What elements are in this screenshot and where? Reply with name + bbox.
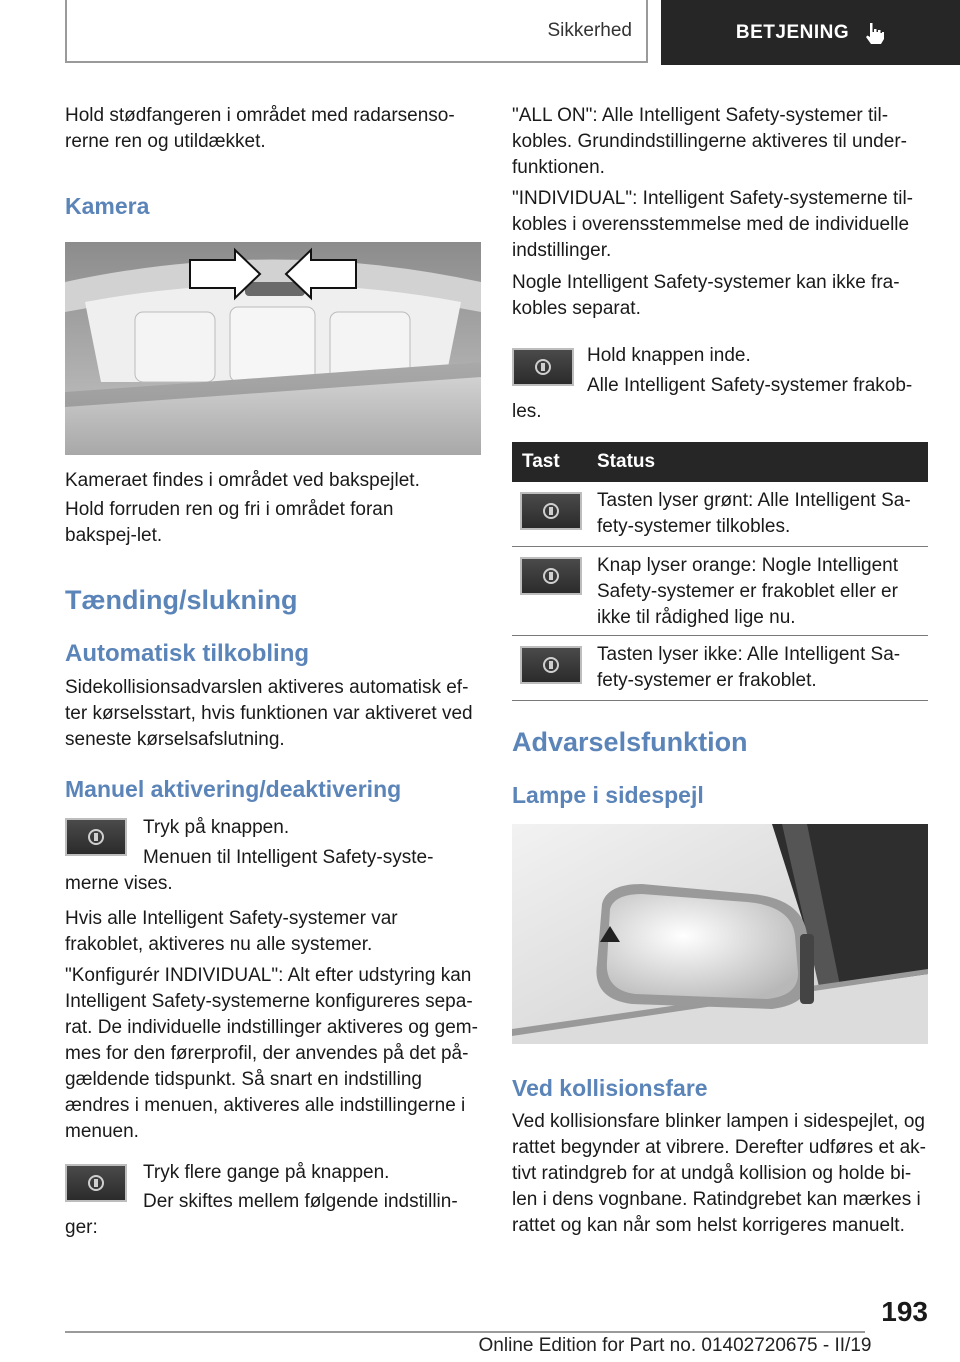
hand-pointer-icon bbox=[863, 21, 885, 45]
page-number: 193 bbox=[881, 1296, 928, 1327]
footer-edition-text: Online Edition for Part no. 01402720675 - II/19 bbox=[478, 1335, 872, 1356]
table-status-cell: Knap lyser orange: Nogle Intelligent Safety-systemer er frakoblet eller er ikke til rådighed lige nu. bbox=[597, 555, 899, 628]
heading-kollision: Ved kollisionsfare bbox=[512, 1075, 708, 1101]
btn2-text-1: Tryk flere gange på knappen. bbox=[143, 1162, 390, 1183]
btn1-text-2: Menuen til Intelligent Safety-syste-merne vises. bbox=[65, 847, 434, 894]
table-status-cell: Tasten lyser ikke: Alle Intelligent Sa-fety-systemer er frakoblet. bbox=[597, 644, 901, 691]
header-section-box bbox=[65, 0, 648, 63]
car-interior-image bbox=[65, 242, 481, 455]
table-status-cell: Tasten lyser grønt: Alle Intelligent Sa-fety-systemer tilkobles. bbox=[597, 490, 911, 537]
individual-paragraph: "INDIVIDUAL": Intelligent Safety-systemerne til-kobles i overensstemmelse med de individuelle indstillinger. bbox=[512, 188, 914, 261]
nogle-paragraph: Nogle Intelligent Safety-systemer kan ikke fra-kobles separat. bbox=[512, 272, 900, 319]
header-section-title: Sikkerhed bbox=[547, 19, 632, 41]
btn3-text-2: Alle Intelligent Safety-systemer frakob-les. bbox=[512, 375, 913, 422]
heading-manuel: Manuel aktivering/deaktivering bbox=[65, 776, 402, 802]
status-table-header bbox=[512, 442, 928, 482]
button-orange-icon bbox=[520, 557, 582, 595]
heading-lampe: Lampe i sidespejl bbox=[512, 782, 704, 808]
heading-taending: Tænding/slukning bbox=[65, 585, 298, 615]
allon-paragraph: "ALL ON": Alle Intelligent Safety-systemer til-kobles. Grundindstillingerne aktiveres til under-funktionen. bbox=[512, 105, 907, 178]
button-green-icon bbox=[520, 492, 582, 530]
heading-kamera: Kamera bbox=[65, 193, 150, 219]
side-mirror-image bbox=[512, 824, 928, 1044]
btn2-text-2: Der skiftes mellem følgende indstillin-ger: bbox=[65, 1191, 458, 1238]
intro-paragraph: Hold stødfangeren i området med radarsenso-rerne ren og utildækket. bbox=[65, 105, 455, 152]
heading-automatisk: Automatisk tilkobling bbox=[65, 640, 310, 667]
btn3-text-1: Hold knappen inde. bbox=[587, 345, 751, 366]
all-off-paragraph: Hvis alle Intelligent Safety-systemer var frakoblet, aktiveres nu alle systemer. bbox=[65, 908, 398, 955]
table-row bbox=[512, 482, 928, 547]
table-col-status: Status bbox=[597, 451, 656, 472]
auto-paragraph: Sidekollisionsadvarslen aktiveres automatisk ef-ter kørselsstart, hvis funktionen var aktiveret ved seneste kørselsafslutning. bbox=[65, 677, 473, 750]
configure-paragraph: "Konfigurér INDIVIDUAL": Alt efter udstyring kan Intelligent Safety-systemerne konfigureres sepa-rat. De individuelle indstillinger aktiveres og gem-mes for den førerprofil, der anvendes på det på-gældende tidspunkt. Så snart en indstilling ændres i menuen, aktiveres alle indstillingerne i menuen. bbox=[65, 965, 478, 1142]
btn1-text-1: Tryk på knappen. bbox=[143, 817, 290, 838]
footer-divider bbox=[65, 1331, 865, 1333]
kollision-paragraph: Ved kollisionsfare blinker lampen i sidespejlet, og rattet begynder at vibrere. Derefter udføres et ak-tivt ratindgreb for at undgå kollision og holde bi-len i dens vognbane. Ratindgrebet kan mærkes i rattet og kan når som helst korrigeres manuelt. bbox=[512, 1111, 926, 1236]
footer-edition bbox=[0, 1335, 960, 1357]
table-col-tast: Tast bbox=[522, 451, 560, 472]
camera-clean-text: Hold forruden ren og fri i området foran bakspej-let. bbox=[65, 499, 394, 546]
table-row bbox=[512, 636, 928, 701]
heading-advarsel: Advarselsfunktion bbox=[512, 727, 748, 757]
camera-location-text: Kameraet findes i området ved bakspejlet. bbox=[65, 470, 420, 491]
header-chapter-box bbox=[661, 0, 960, 65]
header-chapter-title: BETJENING bbox=[735, 21, 850, 43]
table-row bbox=[512, 547, 928, 636]
button-off-icon bbox=[520, 646, 582, 684]
